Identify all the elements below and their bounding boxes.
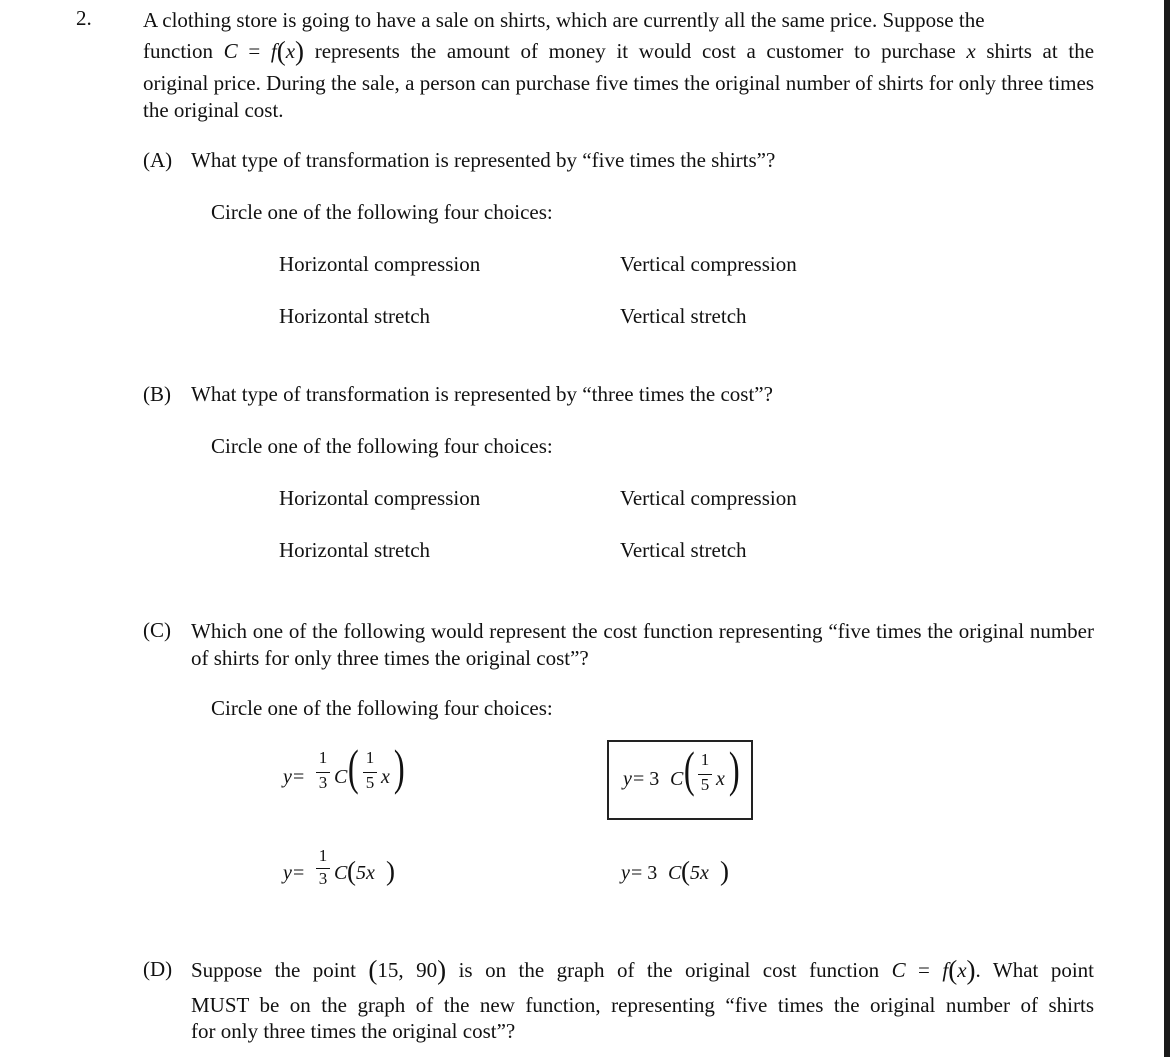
part-b-instruction: Circle one of the following four choices: [211, 434, 553, 458]
part-a-choice-horizontal-stretch[interactable]: Horizontal stretch [279, 304, 431, 328]
part-c-choice-1[interactable]: y = 1 3 C ( 1 5 x ) [283, 739, 405, 795]
part-c-question: Which one of the following would represent the cost function representing “five times the original number of shirts for only three times the original cost”? [191, 619, 1094, 670]
question-intro-line3: original price. During the sale, a person can purchase five times the original number of shirts for only three times the original cost. [143, 71, 1094, 122]
point-15-90: (15, 90) [368, 955, 447, 985]
question-intro-line2: function C = f(x) represents the amount of money it would cost a customer to purchase x shirts at the [143, 36, 1095, 66]
math-c-equals-f-x: C = f(x). [891, 955, 981, 985]
part-a-choice-vertical-stretch[interactable]: Vertical stretch [620, 304, 747, 328]
part-b-question: (B) What type of transformation is represented by “three times the cost”? [143, 382, 773, 406]
part-c-choice-3[interactable]: y = 1 3 C ( 5x ) [283, 846, 395, 888]
part-a-question: (A) What type of transformation is represented by “five times the shirts”? [143, 148, 776, 172]
part-c-instruction: Circle one of the following four choices: [211, 696, 553, 720]
question-number: 2. [76, 6, 92, 30]
part-c-choice-4[interactable]: y = 3 C ( 5x ) [621, 856, 729, 886]
part-c-choice-2[interactable]: y = 3 C ( 1 5 x ) [623, 741, 740, 797]
page-edge [1164, 0, 1170, 1057]
part-c-label: (C) [143, 618, 171, 642]
part-b-choice-horizontal-compression[interactable]: Horizontal compression [279, 486, 481, 510]
part-a-choice-horizontal-compression[interactable]: Horizontal compression [279, 252, 481, 276]
question-intro-line1: A clothing store is going to have a sale on shirts, which are currently all the same price. Suppose the [143, 8, 985, 32]
part-b-choice-vertical-stretch[interactable]: Vertical stretch [620, 538, 747, 562]
part-d-label: (D) [143, 957, 173, 981]
part-a-instruction: Circle one of the following four choices: [211, 200, 553, 224]
part-c-choice-2-selected-box[interactable] [607, 740, 753, 820]
part-d-line2: MUST be on the graph of the new function, representing “five times the original number of shirts [191, 993, 1094, 1017]
part-b-choice-vertical-compression[interactable]: Vertical compression [620, 486, 797, 510]
math-c-equals-f-x: C = f(x) [223, 36, 305, 66]
part-b-choice-horizontal-stretch[interactable]: Horizontal stretch [279, 538, 431, 562]
part-d-line1: Suppose the point (15, 90) is on the graph of the original cost function C = f(x). What point [191, 955, 1094, 985]
part-d-line3: for only three times the original cost”? [191, 1019, 516, 1043]
part-a-choice-vertical-compression[interactable]: Vertical compression [620, 252, 797, 276]
